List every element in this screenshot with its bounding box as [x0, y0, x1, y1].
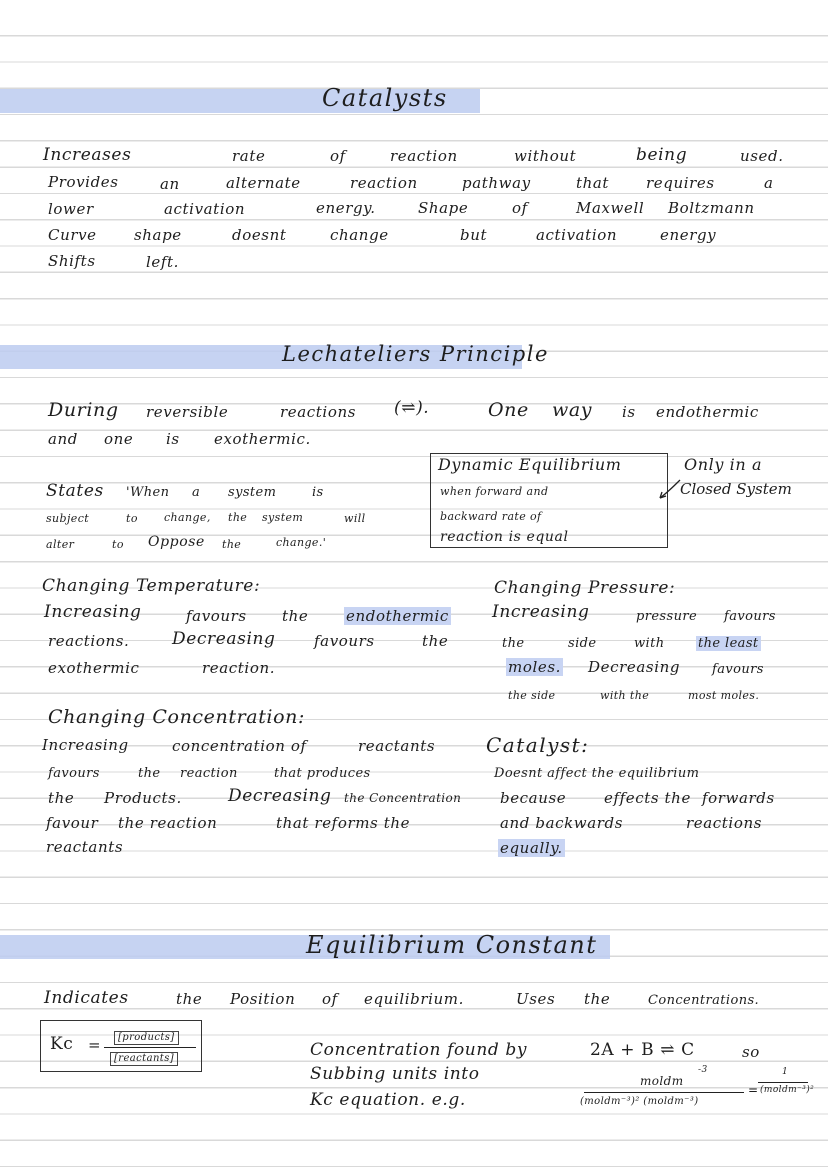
intro-word: and — [48, 430, 79, 448]
pressure-word: Increasing — [492, 602, 590, 622]
kc-denominator: [reactants] — [110, 1052, 178, 1066]
pressure-word: favours — [712, 662, 764, 677]
final-denominator: (moldm⁻³)² — [760, 1085, 815, 1095]
dynamic-equilibrium-title: Dynamic Equilibrium — [438, 455, 622, 474]
states-word: to — [126, 512, 138, 525]
catalysts-word: an — [160, 175, 180, 193]
catalysts-word: doesnt — [232, 226, 287, 244]
equilibrium-word: equilibrium. — [364, 990, 464, 1008]
catalysts-word: pathway — [462, 174, 531, 192]
temperature-word — [344, 609, 451, 624]
catalysts-word: shape — [134, 226, 182, 244]
catalysts-word: Curve — [48, 226, 97, 244]
pressure-title: Changing Pressure: — [494, 578, 676, 598]
pressure-word: most moles. — [688, 689, 760, 702]
catalysts-word: activation — [536, 226, 618, 244]
so-label: so — [742, 1043, 760, 1061]
catalyst-word: and backwards — [500, 814, 624, 832]
concentration-word: the — [138, 766, 161, 781]
states-word: system — [262, 511, 304, 524]
temperature-word: the — [282, 607, 309, 625]
catalysts-word: Increases — [43, 145, 132, 165]
states-word: the — [222, 538, 242, 551]
catalyst-word: reactions — [686, 814, 763, 832]
temperature-word: reaction. — [202, 659, 276, 677]
concentration-word: concentration of — [172, 737, 307, 755]
states-word: Oppose — [148, 534, 205, 550]
states-word: the — [228, 511, 248, 524]
equilibrium-word: Position — [230, 990, 296, 1008]
pressure-word: the — [502, 636, 525, 651]
result-numerator-exponent: -3 — [698, 1065, 708, 1075]
pressure-word: side — [568, 636, 597, 651]
intro-word: way — [552, 399, 593, 421]
catalyst-word: because — [500, 789, 567, 807]
catalyst-line: Doesnt affect the equilibrium — [494, 766, 700, 781]
temperature-title: Changing Temperature: — [42, 576, 261, 596]
found-line: Kc equation. e.g. — [310, 1090, 466, 1110]
equally-highlight: equally. — [500, 839, 563, 857]
catalysts-word: Maxwell — [576, 199, 645, 217]
equilibrium-word: Uses — [516, 990, 556, 1008]
concentration-word: reactants — [46, 838, 124, 856]
result-denominator-units: (moldm⁻³)² (moldm⁻³) — [580, 1096, 699, 1107]
concentration-word: favours — [48, 766, 100, 781]
pressure-word — [696, 637, 761, 650]
found-line: Subbing units into — [310, 1064, 480, 1084]
intro-word: is — [622, 403, 636, 421]
equilibrium-word: Indicates — [44, 988, 129, 1008]
equilibrium-word: the — [584, 990, 611, 1008]
intro-word: During — [48, 399, 119, 421]
dynamic-equilibrium-line: reaction is equal — [440, 529, 569, 545]
intro-word: reversible — [146, 403, 229, 421]
catalysts-word: change — [330, 226, 389, 244]
final-fraction-line — [758, 1082, 808, 1083]
catalysts-word: lower — [48, 200, 94, 218]
kc-fraction-line — [104, 1047, 196, 1048]
pressure-word: with — [634, 636, 665, 651]
temperature-word: reactions. — [48, 632, 130, 650]
kc-numerator: [products] — [114, 1031, 179, 1045]
concentration-word: that produces — [274, 766, 371, 781]
states-word: 'When — [126, 485, 170, 500]
closed-system-line: Only in a — [684, 455, 763, 474]
closed-system-line: Closed System — [680, 480, 792, 498]
catalysts-word: reaction — [350, 174, 418, 192]
equilibrium-word: the — [176, 990, 203, 1008]
catalysts-word: Provides — [48, 173, 119, 191]
concentration-word: the Concentration — [344, 791, 462, 805]
catalysts-word: Shifts — [48, 252, 96, 270]
intro-word: (⇌). — [394, 398, 430, 418]
catalysts-word: activation — [164, 200, 246, 218]
pressure-word: favours — [724, 609, 776, 624]
catalysts-word: being — [636, 145, 688, 165]
temperature-word: the — [422, 632, 449, 650]
dynamic-equilibrium-line: backward rate of — [440, 510, 542, 523]
catalysts-word: reaction — [390, 147, 458, 165]
concentration-word: reaction — [180, 766, 238, 781]
concentration-title: Changing Concentration: — [48, 706, 305, 728]
catalysts-word: Boltzmann — [668, 199, 755, 217]
concentration-word: Increasing — [42, 736, 129, 754]
temperature-word: Decreasing — [172, 629, 276, 649]
catalyst-line — [498, 841, 565, 856]
catalysts-word: without — [514, 147, 577, 165]
intro-word: endothermic — [656, 403, 759, 421]
equilibrium-word: Concentrations. — [648, 993, 760, 1008]
result-numerator-units: moldm — [640, 1074, 684, 1088]
catalysts-word: rate — [232, 147, 266, 165]
catalysts-word: left. — [146, 253, 180, 271]
concentration-word: favour — [46, 814, 99, 832]
found-line: Concentration found by — [310, 1040, 528, 1060]
catalysts-word: requires — [646, 174, 715, 192]
states-word: change, — [164, 511, 211, 524]
temperature-word: favours — [186, 607, 247, 625]
concentration-word: Decreasing — [228, 786, 332, 806]
intro-word: one — [104, 430, 134, 448]
temperature-word: Increasing — [44, 602, 142, 622]
catalysts-word: of — [330, 147, 346, 165]
temperature-word: favours — [314, 632, 375, 650]
catalysts-word: alternate — [226, 174, 301, 192]
catalysts-word: energy. — [316, 199, 376, 217]
catalysts-word: but — [460, 226, 488, 244]
temperature-word: exothermic — [48, 659, 140, 677]
pressure-word: pressure — [636, 609, 698, 624]
states-word: alter — [46, 538, 75, 551]
catalysts-title: Catalysts — [322, 84, 448, 112]
endothermic-highlight: endothermic — [346, 607, 449, 625]
catalyst-word: forwards — [702, 789, 775, 807]
catalyst-word: effects the — [604, 789, 691, 807]
intro-word: exothermic. — [214, 430, 311, 448]
states-word: to — [112, 538, 124, 551]
concentration-word: reactants — [358, 737, 436, 755]
least-highlight: the least — [698, 636, 759, 651]
equilibrium-word: of — [322, 990, 338, 1008]
kc-symbol: Kc — [50, 1034, 74, 1054]
catalysts-word: of — [512, 199, 528, 217]
lechatelier-title: Lechateliers Principle — [282, 342, 549, 366]
catalysts-word: Shape — [418, 199, 469, 217]
pressure-word — [506, 660, 563, 675]
final-equals: = — [748, 1083, 759, 1097]
pressure-word: Decreasing — [588, 658, 681, 676]
concentration-word: that reforms the — [276, 814, 411, 832]
pressure-word: with the — [600, 689, 650, 702]
intro-word: is — [166, 430, 180, 448]
states-word: will — [344, 512, 366, 525]
intro-word: reactions — [280, 403, 357, 421]
catalysts-word: that — [576, 174, 610, 192]
catalyst-title: Catalyst: — [486, 733, 590, 757]
states-word: is — [312, 485, 324, 500]
reaction-equation: 2A + B ⇌ C — [590, 1040, 695, 1060]
result-fraction-line — [584, 1092, 744, 1093]
equilibrium-title: Equilibrium Constant — [306, 931, 598, 959]
catalysts-word: energy — [660, 226, 717, 244]
final-numerator: 1 — [782, 1067, 789, 1077]
catalysts-word: used. — [740, 147, 784, 165]
states-word: change.' — [276, 536, 327, 549]
kc-equals: = — [88, 1036, 102, 1054]
concentration-word: the reaction — [118, 814, 218, 832]
concentration-word: the — [48, 789, 75, 807]
states-word: a — [192, 485, 201, 500]
pressure-word: the side — [508, 689, 556, 702]
concentration-word: Products. — [104, 789, 182, 807]
dynamic-equilibrium-line: when forward and — [440, 485, 549, 498]
states-word: system — [228, 485, 277, 500]
states-word: subject — [46, 512, 90, 525]
intro-word: One — [488, 399, 529, 421]
moles-highlight: moles. — [508, 658, 561, 676]
catalysts-word: a — [764, 174, 774, 192]
states-word: States — [46, 481, 104, 501]
